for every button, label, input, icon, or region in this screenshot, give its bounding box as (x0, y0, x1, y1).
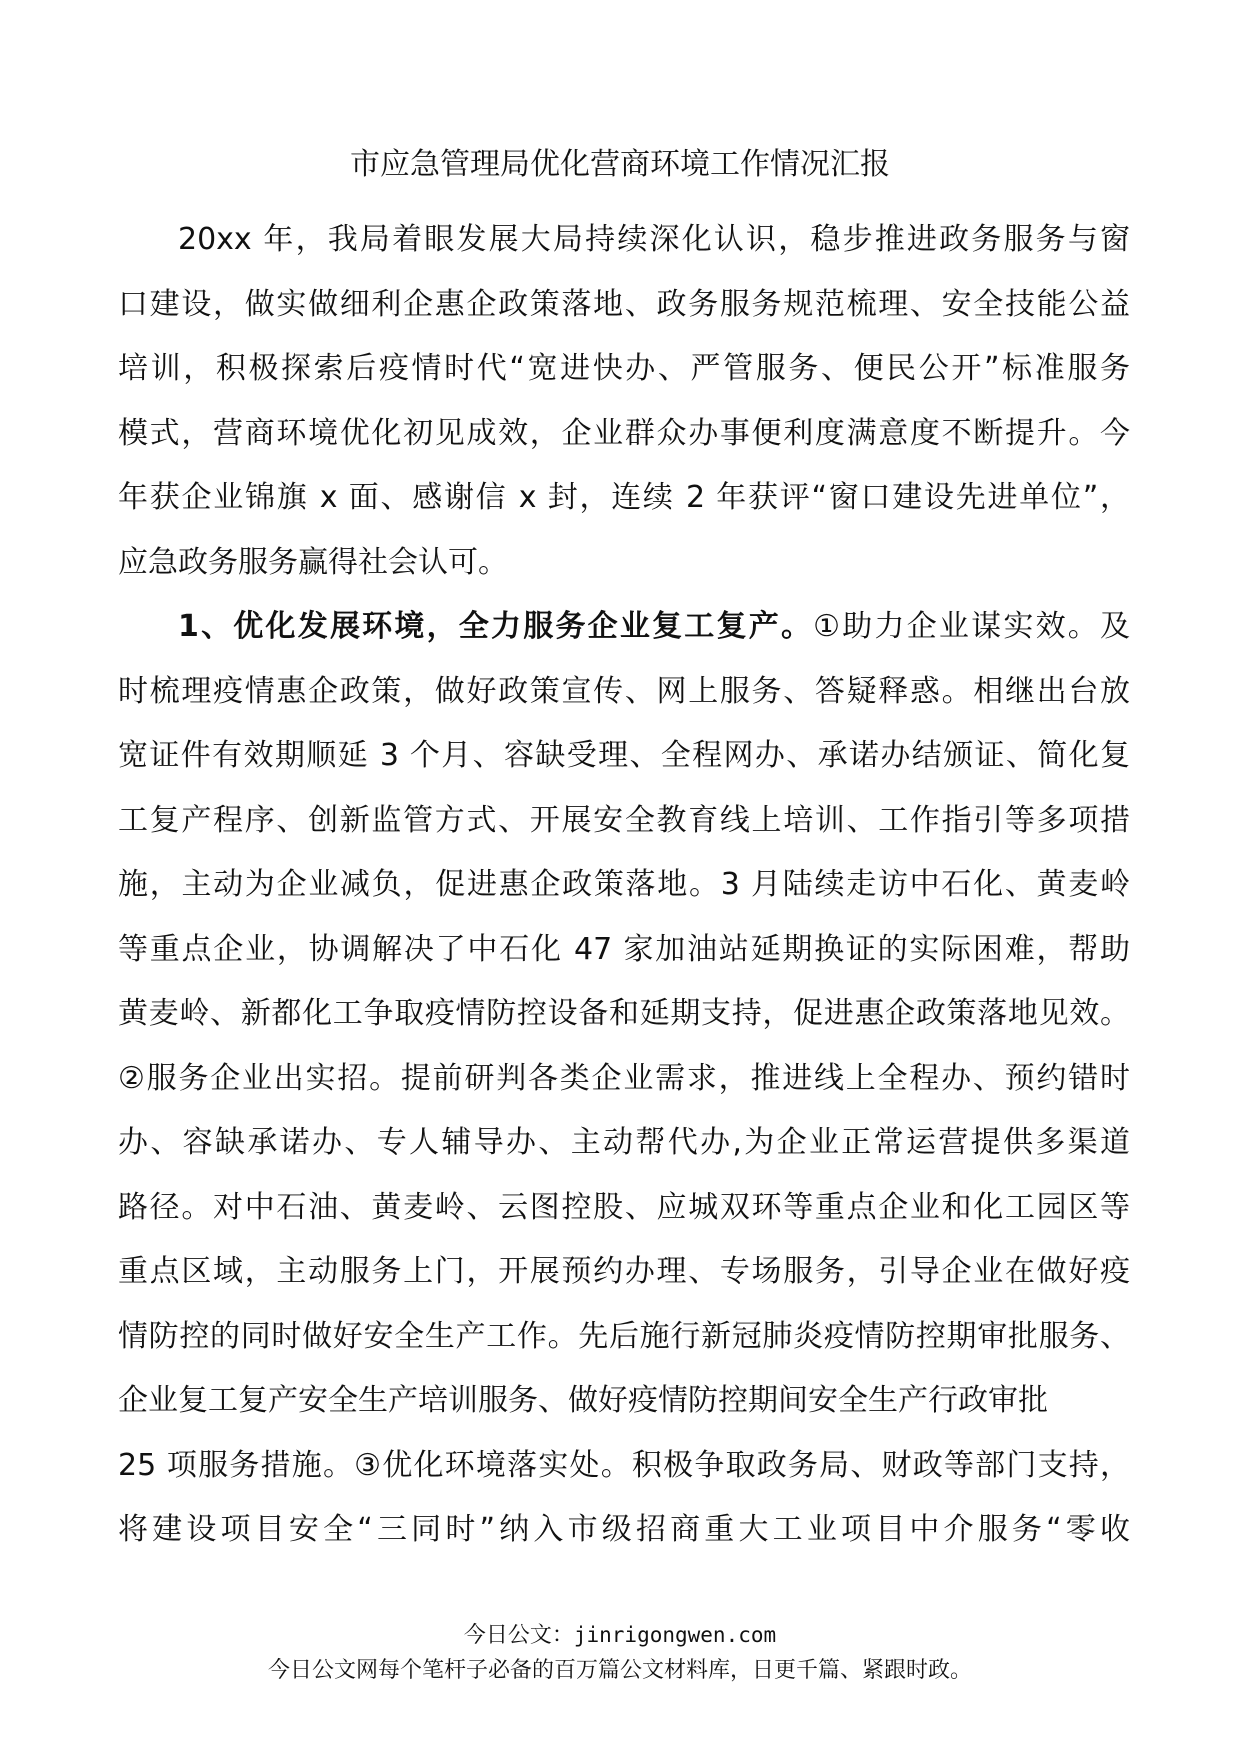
body-line-text: 路径。对中石油、黄麦岭、云图控股、应城双环等重点企业和化工园区等 (118, 1189, 1130, 1225)
body-line-text: 应急政务服务赢得社会认可。 (118, 544, 508, 580)
body-line-text: 黄麦岭、新都化工争取疫情防控设备和延期支持，促进惠企政策落地见效。 (118, 996, 1130, 1031)
body-line-text: 办、容缺承诺办、专人辅导办、主动帮代办,为企业正常运营提供多渠道 (118, 1125, 1130, 1160)
body-line-text: ①助力企业谋实效。及 (813, 609, 1130, 644)
body-line (118, 1369, 1130, 1434)
body-line-text: 25 项服务措施。③优化环境落实处。积极争取政务局、财政等部门支持， (118, 1447, 1130, 1483)
body-line-text: 等重点企业，协调解决了中石化 47 家加油站延期换证的实际困难，帮助 (118, 931, 1130, 967)
body-line-text: 企业复工复产安全生产培训服务、做好疫情防控期间安全生产行政审批 (118, 1383, 1048, 1418)
section-heading: 1、优化发展环境，全力服务企业复工复产。 (178, 609, 814, 644)
body-line (118, 918, 1130, 983)
body-line (118, 982, 1130, 1047)
body-line (118, 466, 1130, 531)
body-line (118, 660, 1130, 725)
body-line (118, 595, 1130, 660)
body-line-text: 施，主动为企业减负，促进惠企政策落地。3 月陆续走访中石化、黄麦岭 (118, 867, 1130, 902)
body-line (118, 273, 1130, 338)
body-line (118, 1434, 1130, 1499)
body-line-text: 时梳理疫情惠企政策，做好政策宣传、网上服务、答疑释惑。相继出台放 (118, 673, 1130, 709)
body-line (118, 1240, 1130, 1305)
footer-site-url[interactable]: jinrigongwen.com (573, 1623, 777, 1647)
body-line-text: 模式，营商环境优化初见成效，企业群众办事便利度满意度不断提升。今 (118, 415, 1130, 451)
body-line (118, 789, 1130, 854)
body-line (118, 402, 1130, 467)
body-line (118, 531, 1130, 596)
document-title: 市应急管理局优化营商环境工作情况汇报 (350, 147, 890, 182)
body-line-text: 培训，积极探索后疫情时代“宽进快办、严管服务、便民公开”标准服务 (118, 351, 1130, 386)
body-line-text: 口建设，做实做细利企惠企政策落地、政务服务规范梳理、安全技能公益 (118, 286, 1130, 322)
footer-site (0, 1618, 1240, 1653)
footer-site-label: 今日公文： (463, 1623, 574, 1648)
body-line-text: 重点区域，主动服务上门，开展预约办理、专场服务，引导企业在做好疫 (118, 1254, 1130, 1289)
body-line-text: 20xx 年，我局着眼发展大局持续深化认识，稳步推进政务服务与窗 (178, 222, 1130, 257)
body-line (118, 853, 1130, 918)
body-line (118, 724, 1130, 789)
footer-slogan: 今日公文网每个笔杆子必备的百万篇公文材料库，日更千篇、紧跟时政。 (267, 1658, 972, 1683)
body-line (118, 1498, 1130, 1563)
body-line-text: 宽证件有效期顺延 3 个月、容缺受理、全程网办、承诺办结颁证、简化复 (118, 738, 1130, 773)
body-line-text: 工复产程序、创新监管方式、开展安全教育线上培训、工作指引等多项措 (118, 802, 1130, 838)
body-line (118, 1047, 1130, 1112)
body-line (118, 1305, 1130, 1370)
body-line (118, 1111, 1130, 1176)
body-line (118, 337, 1130, 402)
body-line (118, 1176, 1130, 1241)
body-line (118, 208, 1130, 273)
body-line-text: 将建设项目安全“三同时”纳入市级招商重大工业项目中介服务“零收 (118, 1512, 1130, 1547)
body-line-text: 情防控的同时做好安全生产工作。先后施行新冠肺炎疫情防控期审批服务、 (118, 1318, 1130, 1354)
body-line-text: 年获企业锦旗 x 面、感谢信 x 封，连续 2 年获评“窗口建设先进单位”， (118, 480, 1130, 515)
body-line-text: ②服务企业出实招。提前研判各类企业需求，推进线上全程办、预约错时 (118, 1060, 1130, 1096)
document-body (118, 208, 1130, 1563)
